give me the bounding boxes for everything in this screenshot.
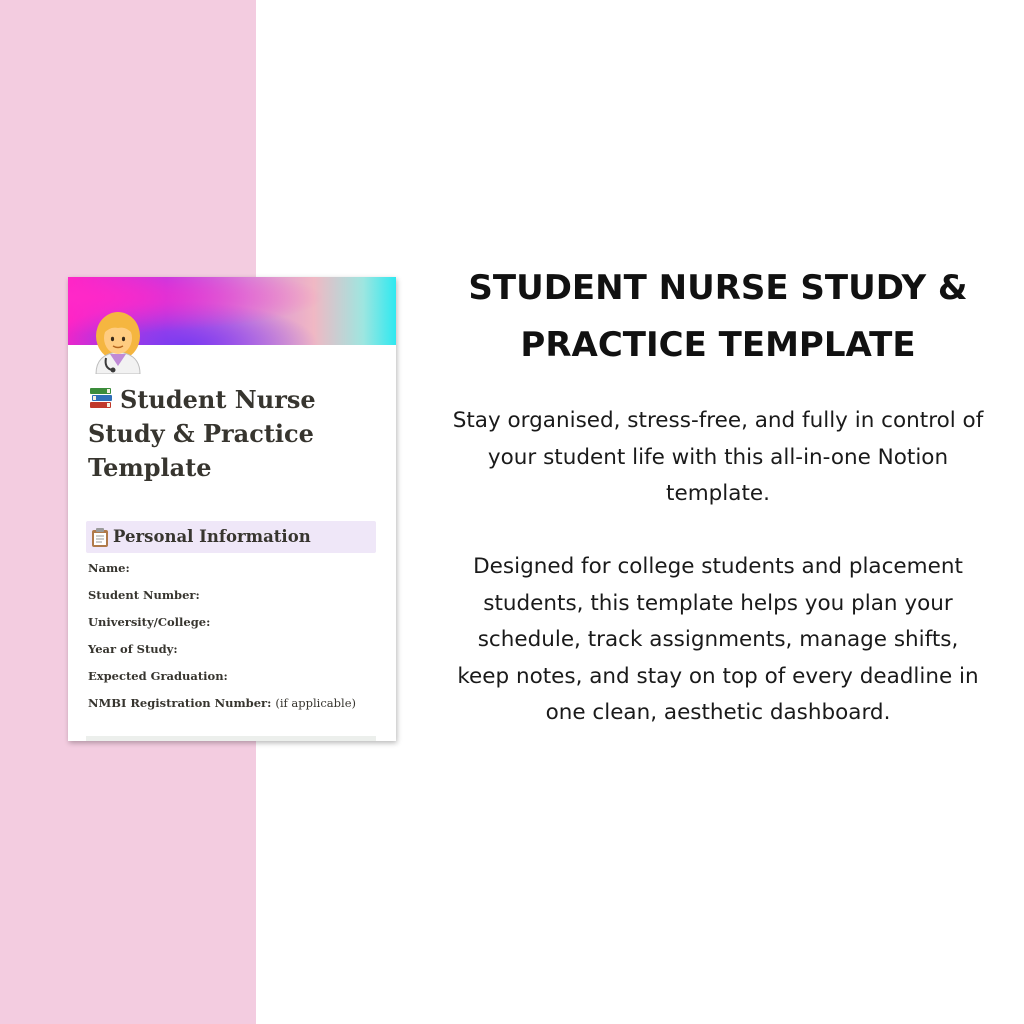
field-name [88,559,388,586]
woman-health-worker-icon [90,310,146,374]
field-label: Expected Graduation: [88,669,228,683]
headline: STUDENT NURSE STUDY & PRACTICE TEMPLATE [468,268,968,365]
personal-info-fields [88,559,388,721]
personal-info-callout [86,521,376,553]
template-preview-card [68,277,396,741]
field-student-number [88,586,388,613]
field-label: University/College: [88,615,211,629]
field-label: Student Number: [88,588,200,602]
intro-paragraph: Stay organised, stress-free, and fully in control of your student life with this all-in-one Notion template. [452,408,984,506]
clipboard-icon [90,527,110,548]
description-paragraph: Designed for college students and placement students, this template helps you plan your schedule, track assignments, manage shifts, keep notes, and stay on top of every deadline in one clean, aesthetic dashboard. [457,554,979,725]
books-icon [88,386,114,410]
field-note: (if applicable) [275,696,356,710]
field-year-of-study [88,640,388,667]
section-title: Personal Information [113,527,311,546]
field-label: Year of Study: [88,642,178,656]
field-nmbi-registration [88,694,388,721]
page-title-text: Student Nurse Study & Practice Template [88,385,316,482]
field-expected-graduation [88,667,388,694]
field-label: Name: [88,561,130,575]
page-title [88,383,388,485]
next-callout-edge [86,736,376,741]
field-university-college [88,613,388,640]
field-label: NMBI Registration Number: [88,696,272,710]
